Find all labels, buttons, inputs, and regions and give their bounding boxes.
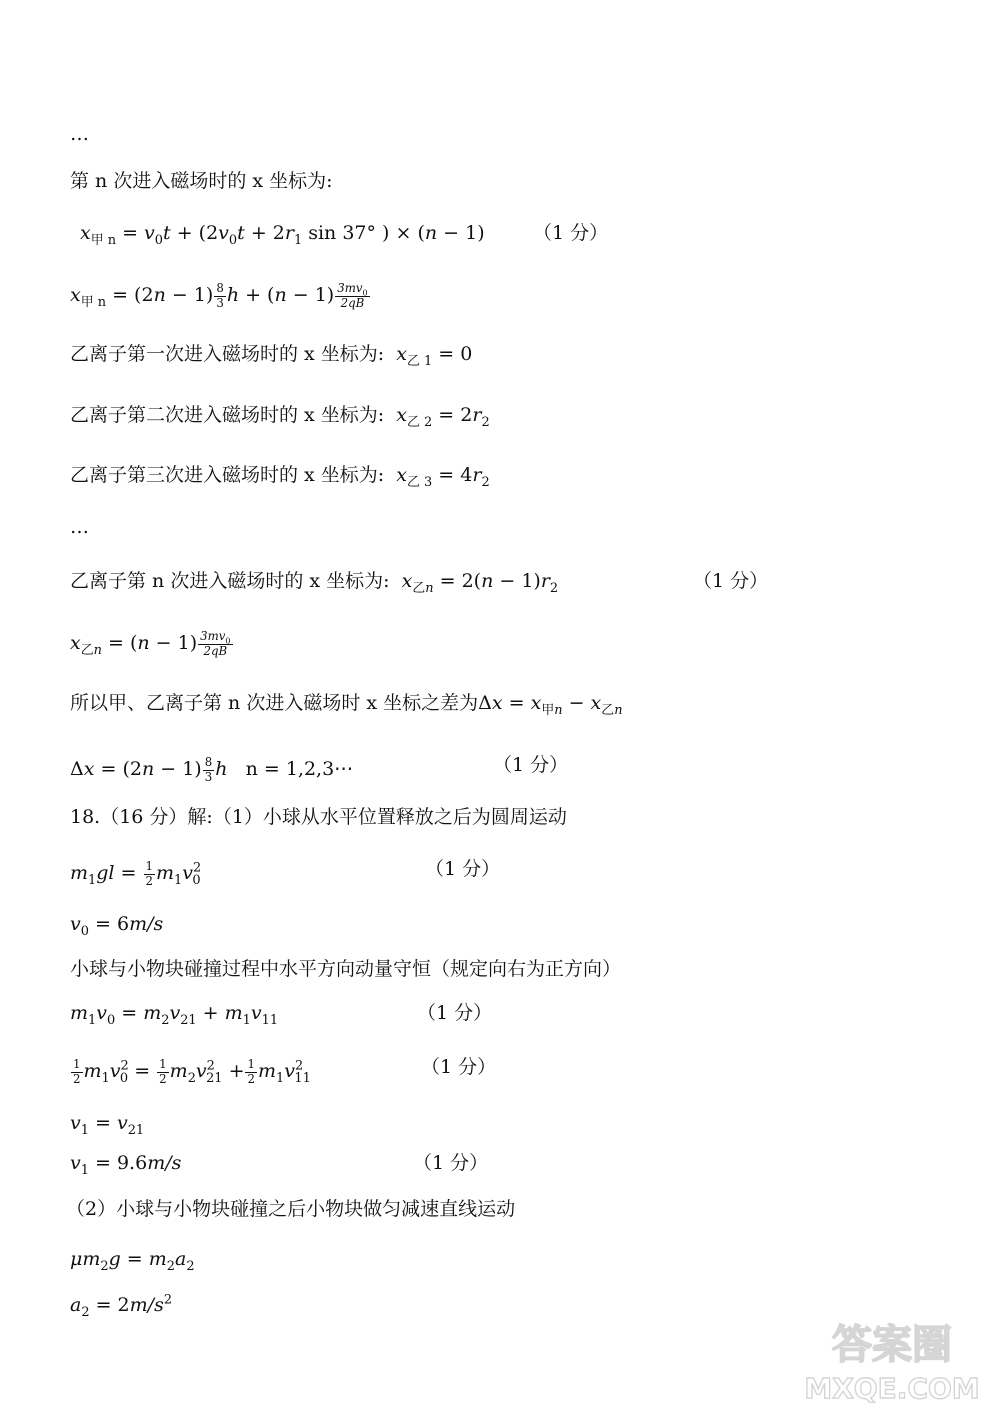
equation-friction: $\mu m_2g = m_2a_2$ [70, 1248, 195, 1274]
equation-x-jia-n-result: $x_{甲 n} = (2n - 1)$ $\frac{8}{3}$ h + (n − 1) $\frac{3mv_0}{2qB}$ [70, 281, 368, 310]
ellipsis-2: … [70, 516, 89, 538]
yi-first-text: 乙离子第一次进入磁场时的 x 坐标为: [70, 343, 385, 365]
score-1: （1 分） [533, 222, 609, 244]
ellipsis-1: … [70, 123, 89, 145]
equation-x-yi-n-result: $x_{乙n} = (n - 1)$ $\frac{3mv_0}{2qB}$ [70, 629, 231, 658]
equation-x-jia-n: $x_{甲 n} = v_0t + (2v_0t + 2r_1$ sin 37° ) × (n − 1) [80, 222, 485, 248]
yi-nth-line: 乙离子第 n 次进入磁场时的 x 坐标为: $x_{乙n} = 2(n - 1)r_2$ [70, 570, 559, 596]
score-3: （1 分） [493, 754, 569, 776]
watermark-logo [792, 1314, 992, 1406]
score-7: （1 分） [413, 1152, 489, 1174]
score-2: （1 分） [693, 570, 769, 592]
diff-line: 所以甲、乙离子第 n 次进入磁场时 x 坐标之差为$\Delta x = x_{甲n} - x_{乙n}$ [70, 692, 623, 718]
equation-momentum: $m_1v_0 = m_2v_{21} + m_1v_{11}$ [70, 1002, 279, 1028]
equation-delta-x: Δx = (2n − 1) $\frac{8}{3}$ h n = 1,2,3⋯ [70, 755, 354, 784]
yi-first-line: 乙离子第一次进入磁场时的 x 坐标为: $x_{乙 1} = 0$ [70, 343, 473, 369]
yi-second-line: 乙离子第二次进入磁场时的 x 坐标为: $x_{乙 2} = 2r_2$ [70, 404, 490, 430]
yi-third-line: 乙离子第三次进入磁场时的 x 坐标为: $x_{乙 3} = 4r_2$ [70, 464, 490, 490]
score-4: （1 分） [425, 858, 501, 880]
score-5: （1 分） [417, 1002, 493, 1024]
nth-enter-x-text: 第 n 次进入磁场时的 x 坐标为: [70, 170, 333, 192]
momentum-text: 小球与小物块碰撞过程中水平方向动量守恒（规定向右为正方向） [70, 958, 622, 980]
score-6: （1 分） [421, 1056, 497, 1078]
equation-kinetic-energy: $\frac{1}{2}$ $m_1v^2_0$ = $\frac{1}{2}$ $m_2v^2_{21}$ + $\frac{1}{2}$ $m_1v^2_{11}$ [73, 1057, 311, 1086]
part-2-heading: （2）小球与小物块碰撞之后小物块做匀减速直线运动 [66, 1198, 516, 1220]
svg-text:答案圈: 答案圈 [832, 1322, 952, 1368]
equation-v1-value: $v_1 = 9.6m/s$ [70, 1152, 182, 1178]
yi-third-text: 乙离子第三次进入磁场时的 x 坐标为: [70, 464, 385, 486]
equation-a2: $a_2 = 2m/s^2$ [70, 1292, 173, 1320]
diff-intro-text: 所以甲、乙离子第 n 次进入磁场时 x 坐标之差为 [70, 692, 479, 714]
equation-energy: $m_1gl$ = $\frac{1}{2}$ $m_1v^2_0$ [70, 859, 202, 888]
svg-text:MXQE.COM: MXQE.COM [804, 1372, 980, 1405]
question-18-heading: 18.（16 分）解:（1）小球从水平位置释放之后为圆周运动 [70, 806, 567, 828]
equation-v1-eq-v21: $v_1 = v_{21}$ [70, 1112, 145, 1138]
equation-v0: $v_0 = 6m/s$ [70, 913, 164, 939]
yi-nth-text: 乙离子第 n 次进入磁场时的 x 坐标为: [70, 570, 390, 592]
yi-second-text: 乙离子第二次进入磁场时的 x 坐标为: [70, 404, 385, 426]
